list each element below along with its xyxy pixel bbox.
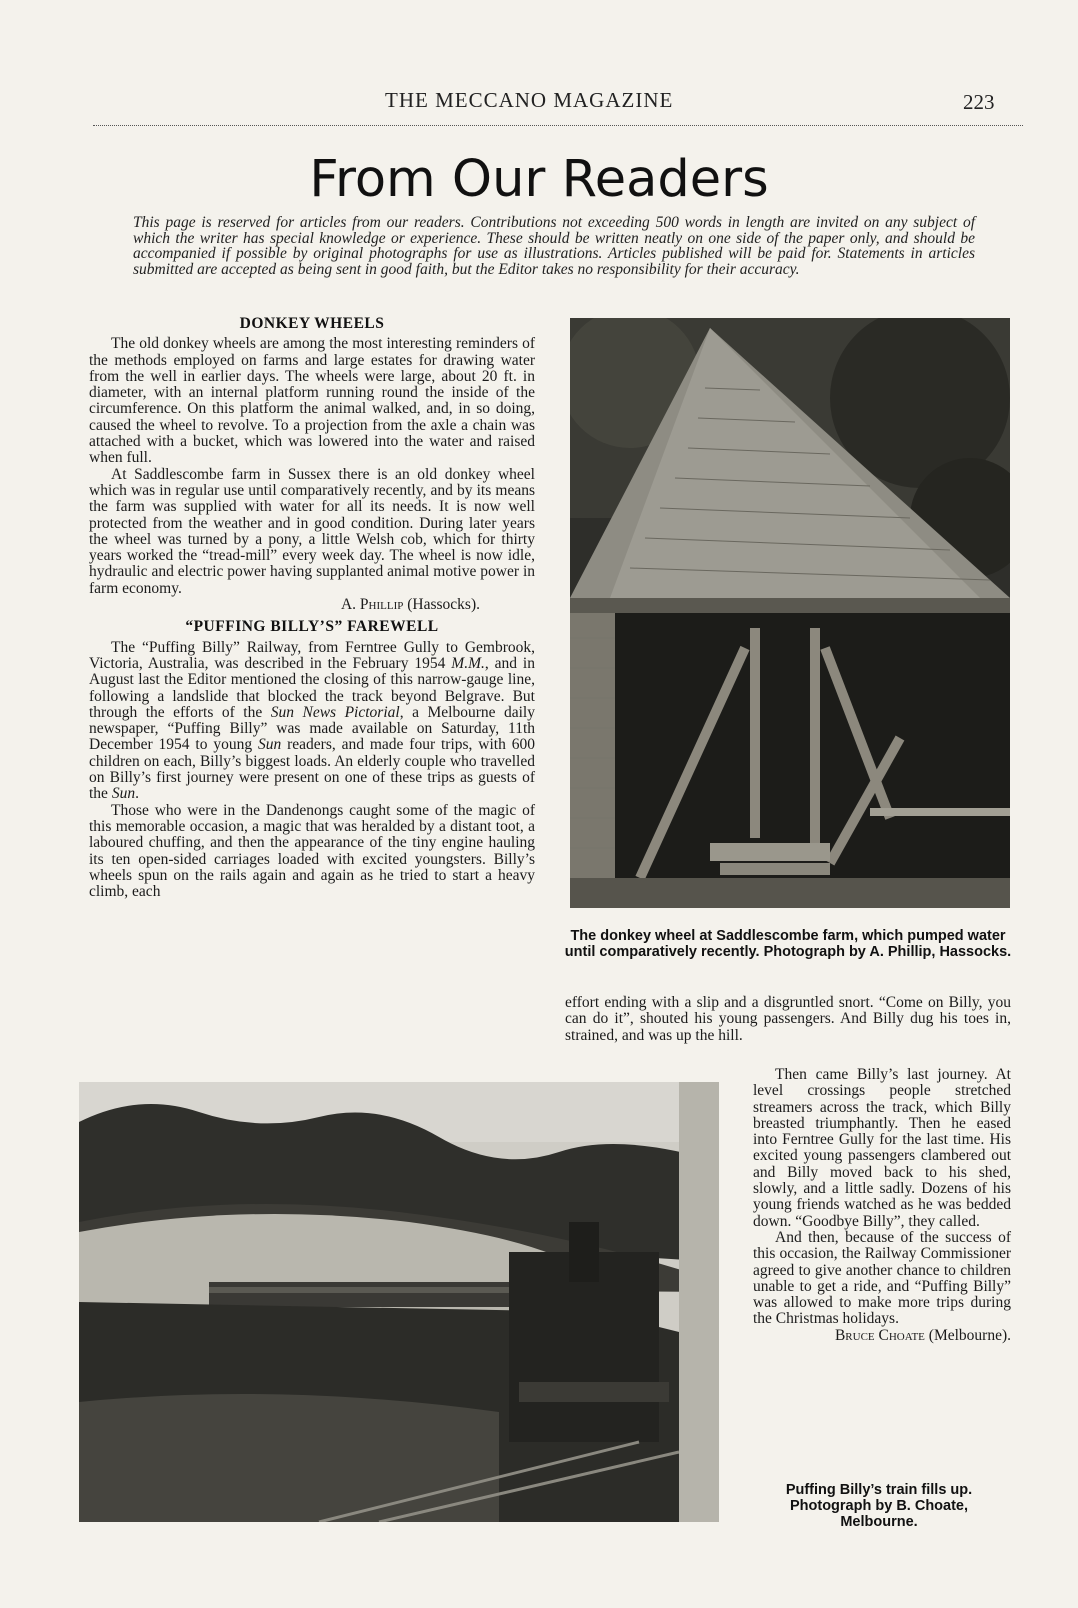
text-run: Sun: [257, 736, 282, 754]
text-run: readers, and made four trips, with 600 children on each, Billy’s biggest loads. An elderly couple who travelled on Billy’s first journey were present on one of these trips as guests of the: [89, 736, 535, 803]
article-paragraph: The old donkey wheels are among the most interesting reminders of the methods employed on farms and large estates for drawing water from the well in earlier days. The wheels were large, about 20 ft. in diameter, with an internal platform running round the inside of the circumference. On this platform the animal walked, and, in so doing, caused the wheel to revolve. To a projection from the axle a chain was attached with a bucket, which was lowered into the water and raised when full.: [89, 335, 535, 467]
article-heading-donkey-wheels: DONKEY WHEELS: [239, 315, 385, 332]
text-run: .: [135, 785, 139, 803]
article-paragraph: Then came Billy’s last journey. At level crossings people stretched streamers across the track, which Billy breasted triumphantly. Then he eased into Ferntree Gully for the last time. His excited young passengers clambered out and Billy moved back to his shed, slowly, and a little sadly. Dozens of his young friends watched as he was bedded down. “Goodbye Billy”, they called.: [753, 1066, 1011, 1230]
author-name: Bruce Choate: [834, 1326, 925, 1344]
header-rule: [93, 125, 1023, 126]
article-paragraph: Those who were in the Dandenongs caught some of the magic of this memorable occasion, a magic that was heralded by a distant toot, a laboured chuffing, and then the appearance of the tiny engine hauling its ten open-sided carriages loaded with excited youngsters. Billy’s wheels spun on the rails again and again as he tried to start a heavy climb, each: [89, 801, 535, 901]
photo-donkey-wheel: [570, 318, 1010, 908]
intro-paragraph: This page is reserved for articles from our readers. Contributions not exceeding 500 words in length are invited on any subject of which the writer has special knowledge or experience. These should be written neatly on one side of the paper only, and should be accompanied if possible by original photographs for use as illustrations. Articles published will be paid for. Statements in articles submitted are accepted as being sent in good faith, but the Editor takes no responsibility for their accuracy.: [133, 214, 975, 278]
article-signature: [753, 1328, 1011, 1344]
article-signature: [89, 597, 480, 613]
text-run: Sun: [111, 785, 136, 803]
text-run: , a Melbourne daily newspaper, “Puffing Billy” was made available on Saturday, 11th December 1954 to young: [89, 703, 535, 754]
caption-puffing-billy-train: Puffing Billy’s train fills up. Photograph by B. Choate, Melbourne.: [785, 1482, 973, 1530]
text-run: , and in August last the Editor mentioned the closing of this narrow-gauge line, following a landslide that blocked the track beyond Belgrave. But through the efforts of the: [89, 654, 535, 721]
text-run: M.M.: [451, 654, 485, 672]
article-paragraph: At Saddlescombe farm in Sussex there is an old donkey wheel which was in regular use until comparatively recently, and by its means the farm was supplied with water for all its needs. It is now well protected from the weather and in good condition. During later years the wheel was turned by a pony, a little Welsh cob, which for thirty years worked the “tread-mill” every week day. The wheel is now idle, hydraulic and electric power having supplanted animal motive power in farm economy.: [89, 465, 535, 597]
author-location: (Melbourne).: [928, 1326, 1011, 1344]
running-head: THE MECCANO MAGAZINE: [385, 88, 674, 112]
article-heading-puffing-billy: “PUFFING BILLY’S” FAREWELL: [185, 618, 439, 636]
author-location: (Hassocks).: [407, 596, 480, 614]
caption-donkey-wheel: The donkey wheel at Saddlescombe farm, which pumped water until comparatively recently. Photograph by A. Phillip, Hassocks.: [564, 928, 1012, 960]
photo-puffing-billy-train: [79, 1082, 719, 1522]
page-number: 223: [963, 90, 995, 114]
author-name: A. Phillip: [340, 596, 404, 614]
text-run: The “Puffing Billy” Railway, from Ferntree Gully to Gembrook, Victoria, Australia, was described in the February 1954: [89, 638, 535, 672]
text-run: Sun News Pictorial: [270, 703, 400, 721]
bottom-right-column: [753, 1067, 1011, 1344]
article-paragraph: And then, because of the success of this occasion, the Railway Commissioner agreed to give another chance to children unable to get a ride, and “Puffing Billy” was allowed to make more trips during the Christmas holidays.: [753, 1228, 1011, 1328]
left-column: [89, 316, 535, 900]
right-column-continuation: [565, 995, 1011, 1044]
article-paragraph: [89, 640, 535, 803]
page-title: From Our Readers: [309, 150, 769, 209]
article-paragraph: effort ending with a slip and a disgruntled snort. “Come on Billy, you can do it”, shouted his young passengers. And Billy dug his toes in, strained, and was up the hill.: [565, 994, 1011, 1044]
